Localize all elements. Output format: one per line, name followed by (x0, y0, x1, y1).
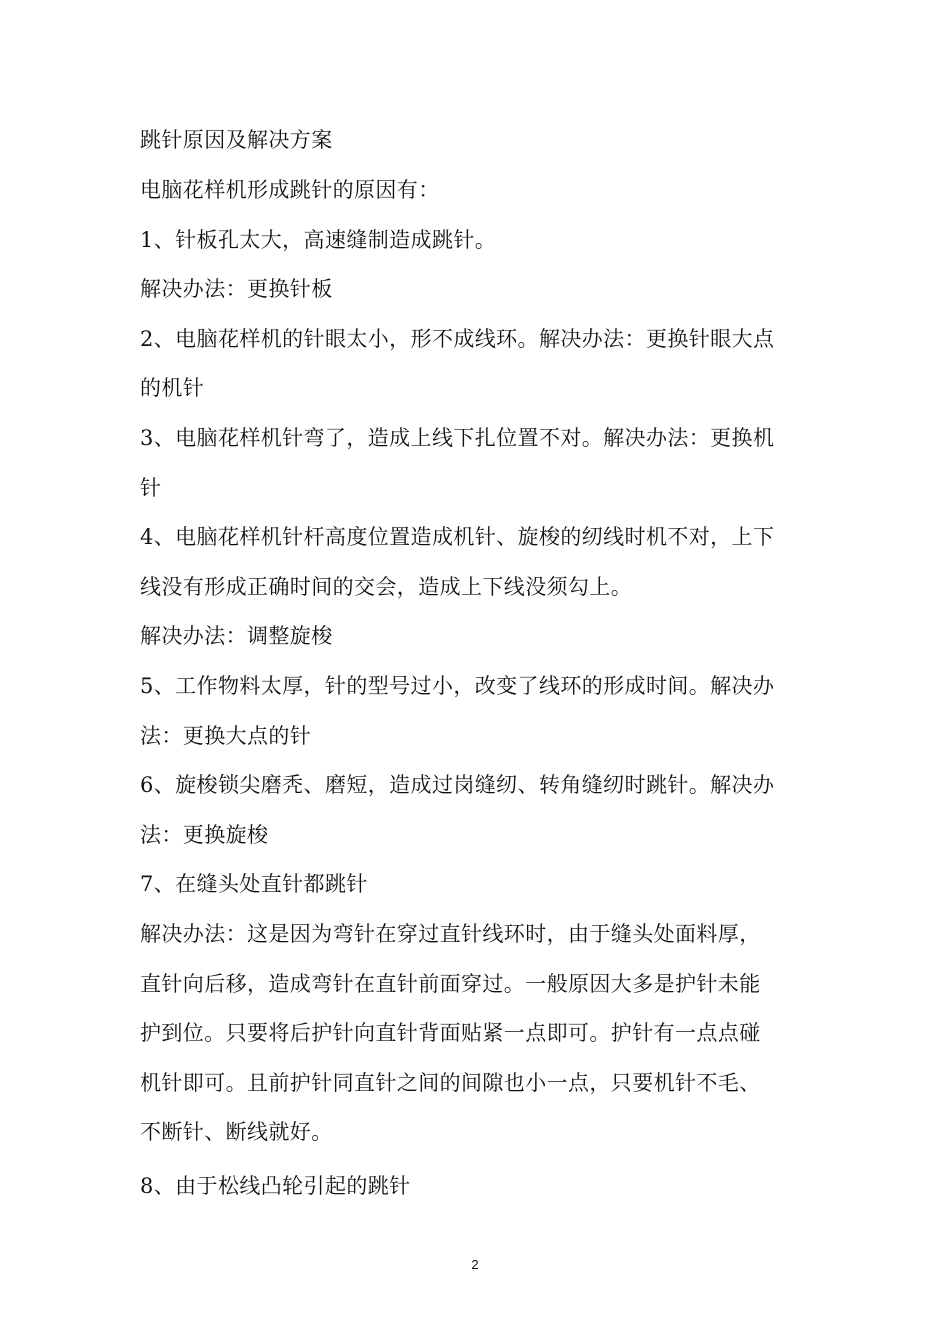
text-line: 2、电脑花样机的针眼太小，形不成线环。解决办法：更换针眼大点 (140, 327, 775, 351)
text-line: 解决办法：调整旋梭 (140, 624, 333, 648)
text-line: 4、电脑花样机针杆高度位置造成机针、旋梭的纫线时机不对，上下 (140, 525, 775, 549)
text-line: 法：更换大点的针 (140, 724, 312, 748)
text-line: 电脑花样机形成跳针的原因有： (140, 178, 440, 202)
text-line: 解决办法：这是因为弯针在穿过直针线环时，由于缝头处面料厚， (140, 922, 761, 946)
text-line: 直针向后移，造成弯针在直针前面穿过。一般原因大多是护针未能 (140, 972, 761, 996)
text-line: 5、工作物料太厚，针的型号过小，改变了线环的形成时间。解决办 (140, 674, 775, 698)
text-line: 7、在缝头处直针都跳针 (140, 872, 368, 896)
text-line: 法：更换旋梭 (140, 823, 269, 847)
text-line: 护到位。只要将后护针向直针背面贴紧一点即可。护针有一点点碰 (140, 1021, 761, 1045)
text-line: 3、电脑花样机针弯了，造成上线下扎位置不对。解决办法：更换机 (140, 426, 775, 450)
text-line: 针 (140, 476, 162, 500)
text-line: 的机针 (140, 376, 205, 400)
text-line: 6、旋梭锁尖磨秃、磨短，造成过岗缝纫、转角缝纫时跳针。解决办 (140, 773, 775, 797)
document-title: 跳针原因及解决方案 (140, 128, 333, 152)
text-line: 1、针板孔太大，高速缝制造成跳针。 (140, 228, 497, 252)
text-line: 不断针、断线就好。 (140, 1120, 333, 1144)
text-line: 解决办法：更换针板 (140, 277, 333, 301)
page-number: 2 (471, 1257, 479, 1272)
text-line: 8、由于松线凸轮引起的跳针 (140, 1174, 411, 1198)
text-line: 机针即可。且前护针同直针之间的间隙也小一点，只要机针不毛、 (140, 1071, 761, 1095)
text-line: 线没有形成正确时间的交会，造成上下线没须勾上。 (140, 575, 633, 599)
